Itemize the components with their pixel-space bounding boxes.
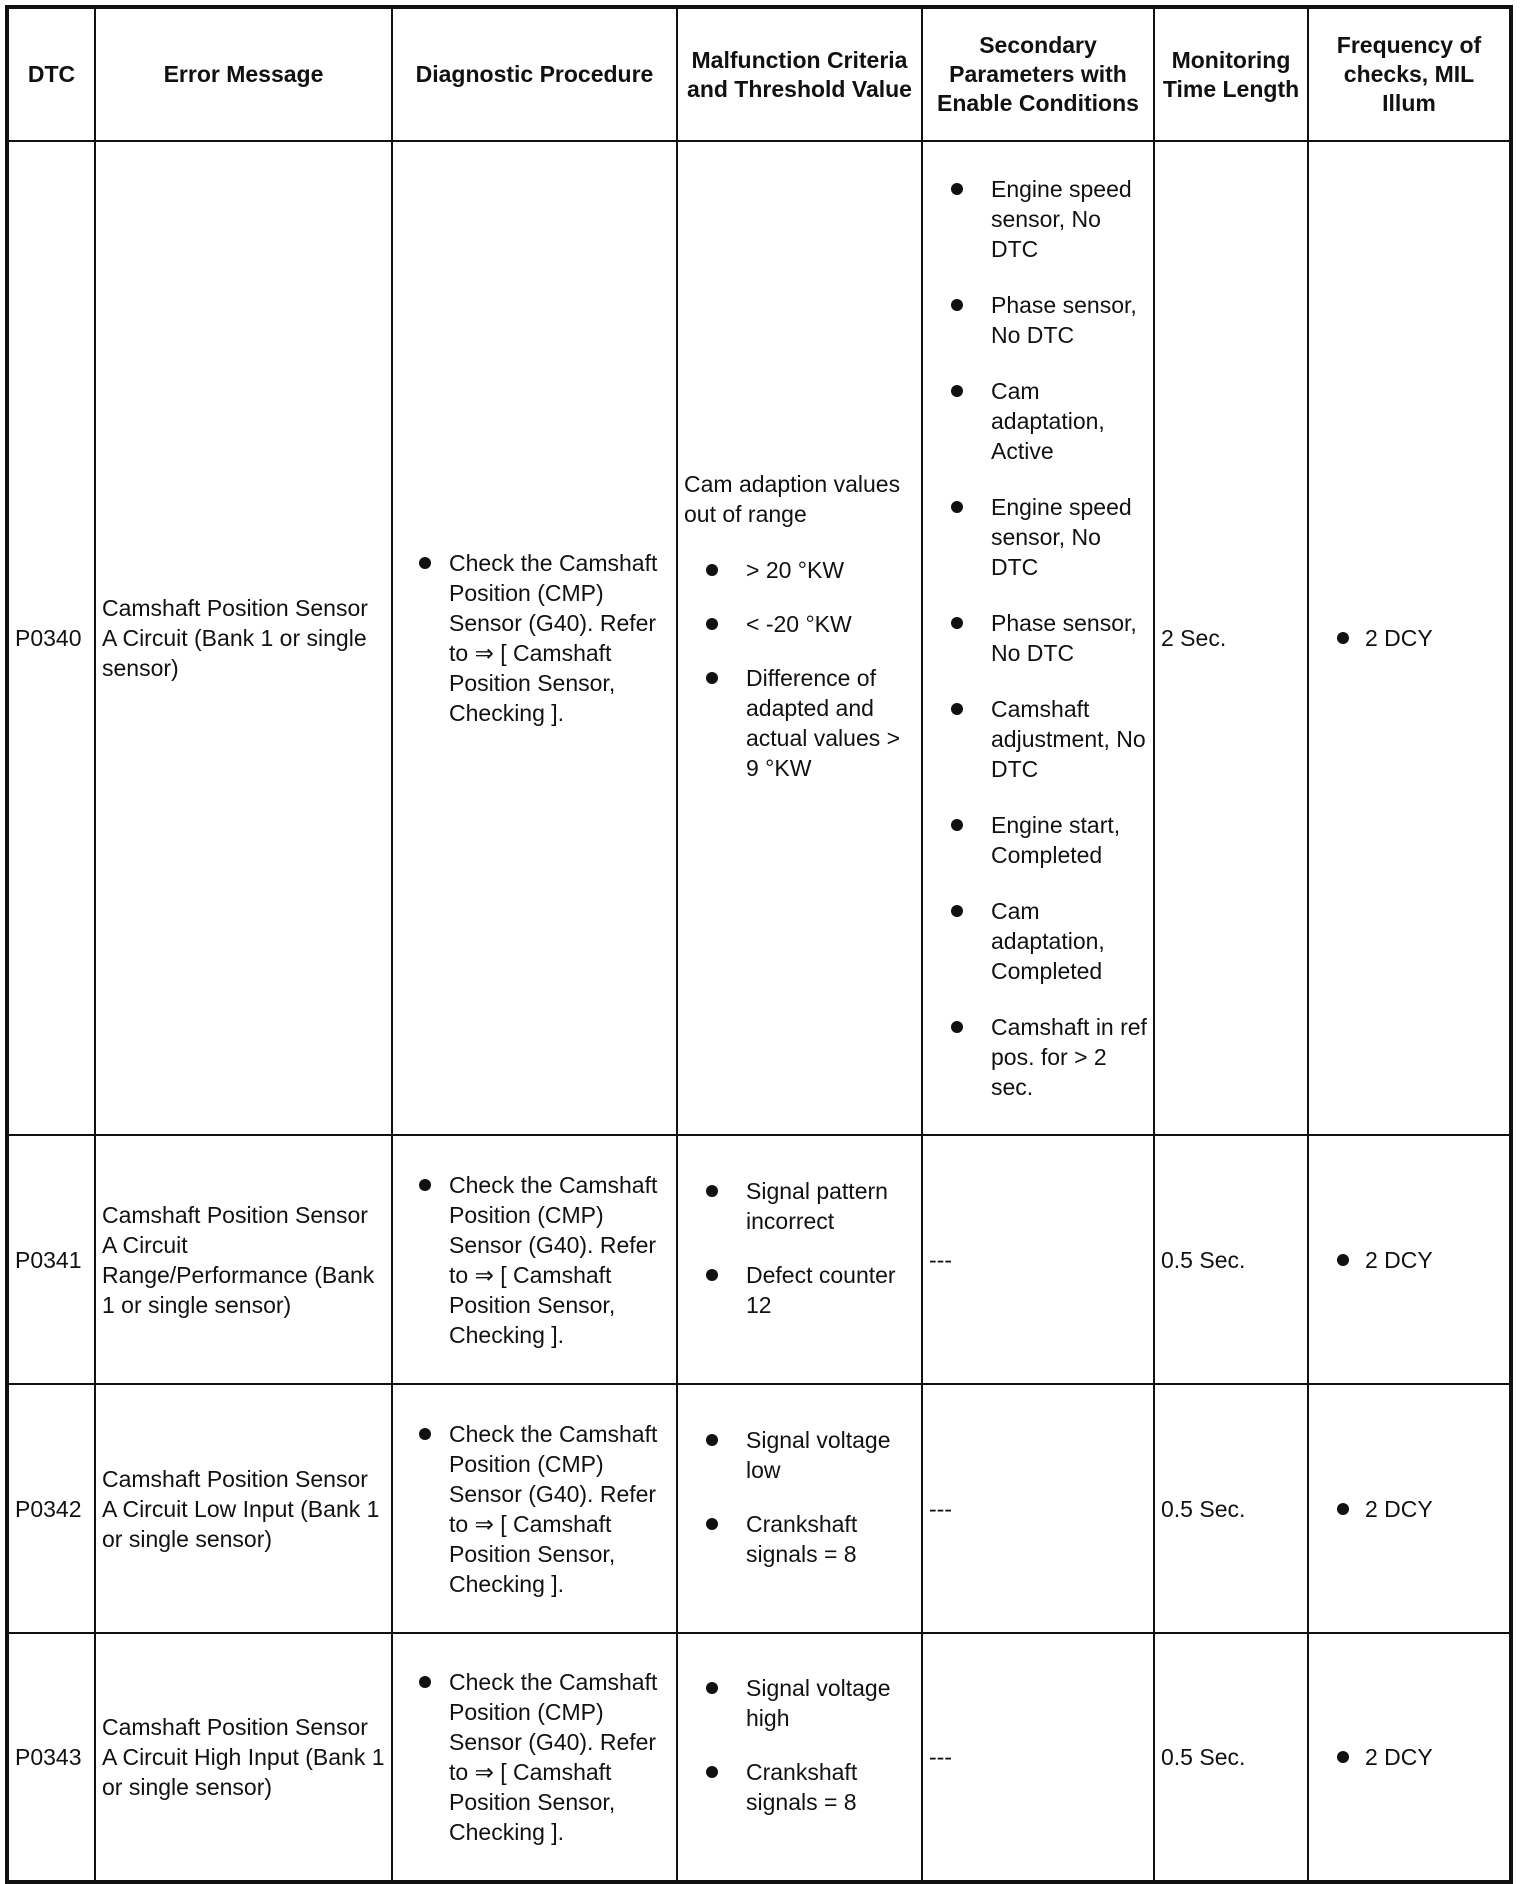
header-frequency: Frequency of checks, MIL Illum xyxy=(1308,7,1511,141)
secondary-item: Camshaft adjustment, No DTC xyxy=(929,694,1147,784)
header-error-message: Error Message xyxy=(95,7,392,141)
dtc-code: P0342 xyxy=(7,1384,95,1633)
diagnostic-procedure-item: Check the Camshaft Position (CMP) Sensor (G40). Refer to ⇒ [ Camshaft Position Sensor, Checking ]. xyxy=(399,548,670,728)
frequency xyxy=(1308,1135,1511,1384)
frequency-item: 2 DCY xyxy=(1315,1245,1503,1275)
table-row xyxy=(7,1135,1511,1384)
dtc-code: P0343 xyxy=(7,1633,95,1882)
malfunction-criteria xyxy=(677,141,922,1135)
criteria-item: Defect counter 12 xyxy=(684,1260,915,1320)
criteria-item: Difference of adapted and actual values > 9 °KW xyxy=(684,663,915,783)
secondary-item: Phase sensor, No DTC xyxy=(929,608,1147,668)
criteria-item: Signal voltage low xyxy=(684,1425,915,1485)
header-monitoring-time: Monitoring Time Length xyxy=(1154,7,1308,141)
frequency-item: 2 DCY xyxy=(1315,1742,1503,1772)
secondary-parameters: --- xyxy=(922,1384,1154,1633)
criteria-item: Crankshaft signals = 8 xyxy=(684,1757,915,1817)
malfunction-criteria xyxy=(677,1633,922,1882)
criteria-item: Crankshaft signals = 8 xyxy=(684,1509,915,1569)
diagnostic-procedure-item: Check the Camshaft Position (CMP) Sensor (G40). Refer to ⇒ [ Camshaft Position Sensor, Checking ]. xyxy=(399,1170,670,1350)
secondary-parameters: --- xyxy=(922,1135,1154,1384)
criteria-item: Signal voltage high xyxy=(684,1673,915,1733)
frequency xyxy=(1308,1384,1511,1633)
diagnostic-procedure xyxy=(392,1384,677,1633)
dtc-code: P0341 xyxy=(7,1135,95,1384)
criteria-item: > 20 °KW xyxy=(684,555,915,585)
criteria-item: < -20 °KW xyxy=(684,609,915,639)
secondary-item: Phase sensor, No DTC xyxy=(929,290,1147,350)
header-diagnostic-procedure: Diagnostic Procedure xyxy=(392,7,677,141)
frequency-item: 2 DCY xyxy=(1315,623,1503,653)
criteria-item: Signal pattern incorrect xyxy=(684,1176,915,1236)
monitoring-time: 0.5 Sec. xyxy=(1154,1135,1308,1384)
header-row xyxy=(7,7,1511,141)
table-row xyxy=(7,141,1511,1135)
table-row xyxy=(7,1384,1511,1633)
malfunction-criteria xyxy=(677,1135,922,1384)
error-message: Camshaft Position Sensor A Circuit (Bank 1 or single sensor) xyxy=(95,141,392,1135)
diagnostic-procedure-item: Check the Camshaft Position (CMP) Sensor (G40). Refer to ⇒ [ Camshaft Position Sensor, Checking ]. xyxy=(399,1667,670,1847)
secondary-item: Camshaft in ref pos. for > 2 sec. xyxy=(929,1012,1147,1102)
header-secondary-parameters: Secondary Parameters with Enable Conditions xyxy=(922,7,1154,141)
malfunction-criteria xyxy=(677,1384,922,1633)
frequency xyxy=(1308,1633,1511,1882)
diagnostic-procedure xyxy=(392,141,677,1135)
monitoring-time: 2 Sec. xyxy=(1154,141,1308,1135)
monitoring-time: 0.5 Sec. xyxy=(1154,1384,1308,1633)
header-malfunction-criteria: Malfunction Criteria and Threshold Value xyxy=(677,7,922,141)
diagnostic-procedure xyxy=(392,1633,677,1882)
table-row xyxy=(7,1633,1511,1882)
frequency xyxy=(1308,141,1511,1135)
header-dtc: DTC xyxy=(7,7,95,141)
secondary-item: Engine start, Completed xyxy=(929,810,1147,870)
secondary-item: Cam adaptation, Active xyxy=(929,376,1147,466)
dtc-table xyxy=(5,5,1513,1884)
error-message: Camshaft Position Sensor A Circuit Low Input (Bank 1 or single sensor) xyxy=(95,1384,392,1633)
error-message: Camshaft Position Sensor A Circuit High Input (Bank 1 or single sensor) xyxy=(95,1633,392,1882)
frequency-item: 2 DCY xyxy=(1315,1494,1503,1524)
dtc-code: P0340 xyxy=(7,141,95,1135)
secondary-parameters xyxy=(922,141,1154,1135)
secondary-item: Cam adaptation, Completed xyxy=(929,896,1147,986)
secondary-item: Engine speed sensor, No DTC xyxy=(929,174,1147,264)
secondary-parameters: --- xyxy=(922,1633,1154,1882)
diagnostic-procedure xyxy=(392,1135,677,1384)
secondary-item: Engine speed sensor, No DTC xyxy=(929,492,1147,582)
monitoring-time: 0.5 Sec. xyxy=(1154,1633,1308,1882)
error-message: Camshaft Position Sensor A Circuit Range/Performance (Bank 1 or single sensor) xyxy=(95,1135,392,1384)
diagnostic-procedure-item: Check the Camshaft Position (CMP) Sensor (G40). Refer to ⇒ [ Camshaft Position Sensor, Checking ]. xyxy=(399,1419,670,1599)
criteria-intro: Cam adaption values out of range xyxy=(684,471,901,527)
